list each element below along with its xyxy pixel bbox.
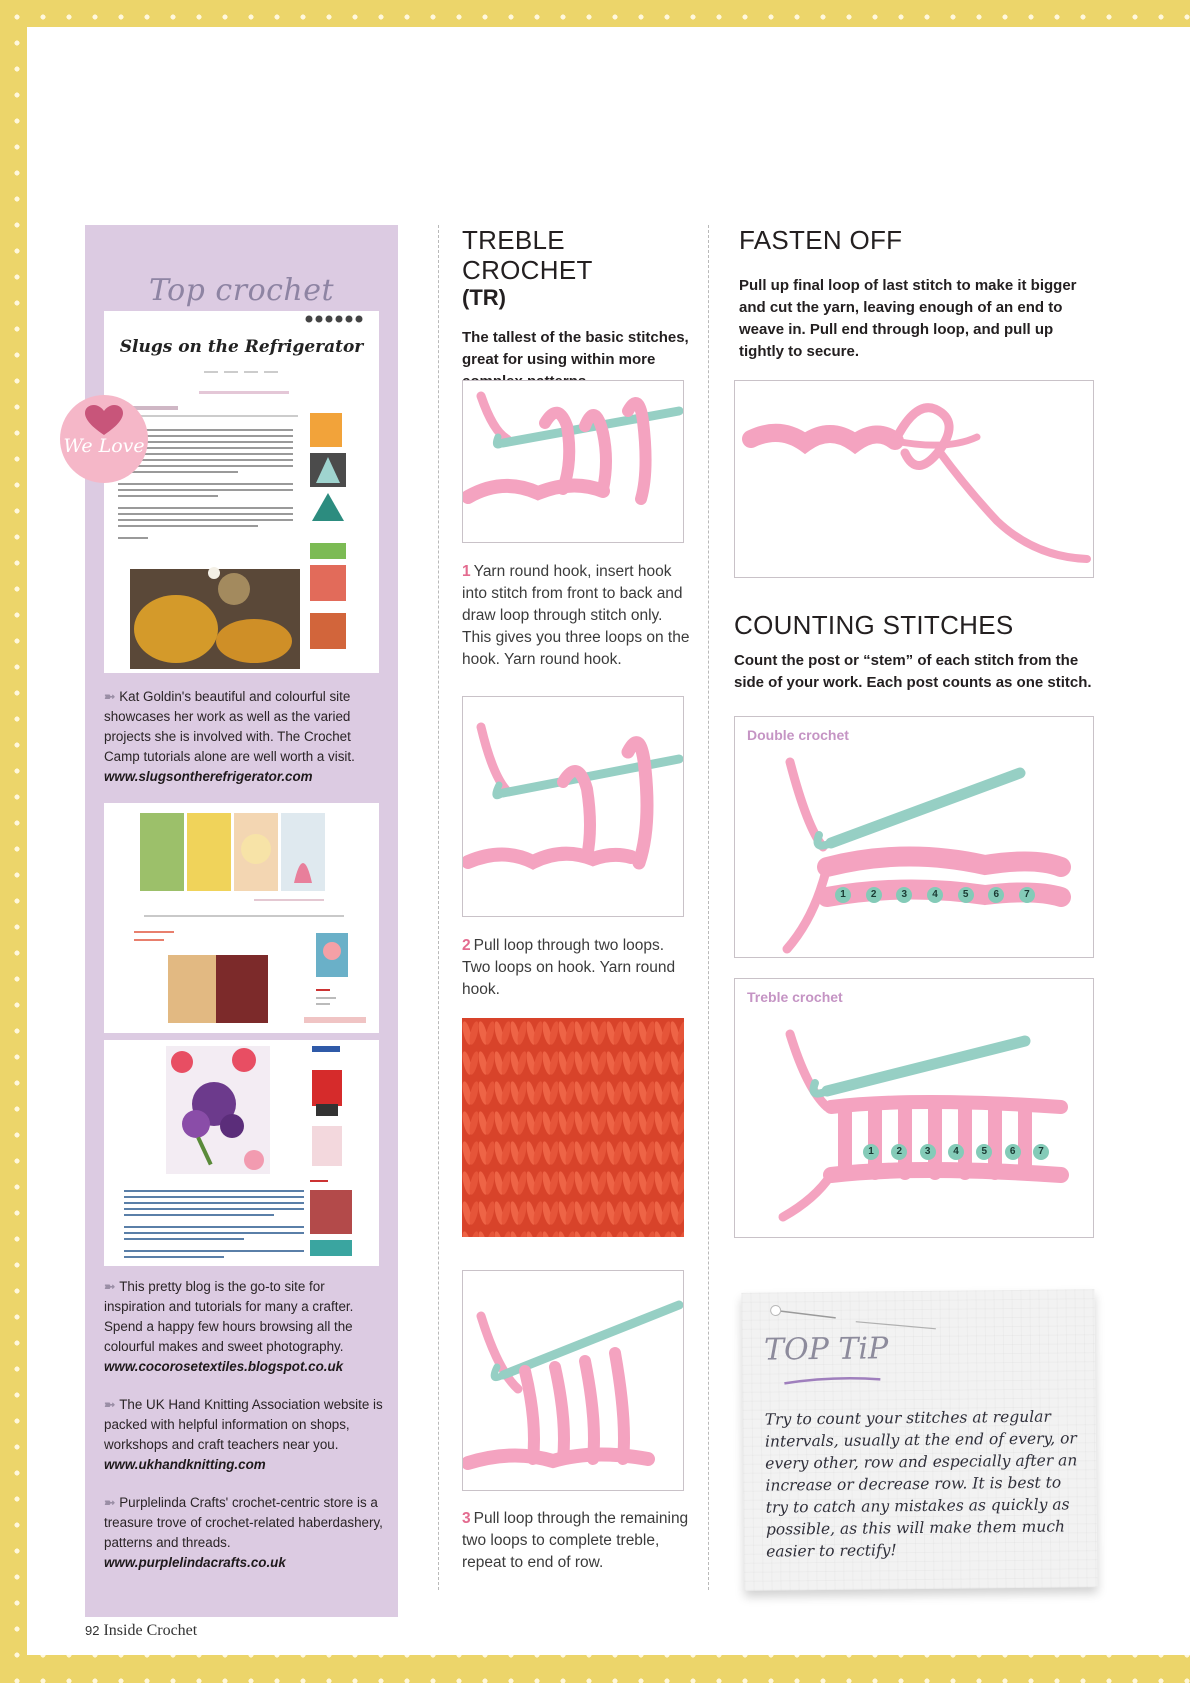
cocorose-site-graphic bbox=[104, 803, 379, 1033]
step-2-text: Pull loop through two loops. Two loops on hook. Yarn round hook. bbox=[462, 937, 676, 998]
sidebar-title: Top crochet bbox=[148, 273, 335, 308]
arrow-icon: ➼ bbox=[104, 1397, 116, 1412]
treble-step-2 bbox=[462, 935, 692, 1001]
top-tip-note bbox=[741, 1289, 1097, 1591]
site-4-url[interactable]: www.purplelindacrafts.co.uk bbox=[104, 1555, 286, 1570]
double-crochet-label: Double crochet bbox=[747, 727, 849, 743]
page-footer bbox=[85, 1622, 197, 1640]
step-2-number: 2 bbox=[462, 937, 471, 954]
we-love-text: We Love bbox=[63, 435, 145, 457]
tr-num-1: 1 bbox=[863, 1144, 879, 1160]
treble-abbr: (TR) bbox=[462, 285, 506, 310]
site-2-desc: This pretty blog is the go-to site for inspiration and tutorials for many a crafter. Spend a happy few hours browsing all the colourful makes and sweet photography. bbox=[104, 1279, 354, 1354]
dc-num-1: 1 bbox=[835, 887, 851, 903]
top-tip-text: Try to count your stitches at regular intervals, usually at the end of every, or every other, row and especially after an increase or decrease row. It is best to try to catch any mistakes as quickly as possible, as this will make them much easier to rectify! bbox=[764, 1407, 1078, 1561]
site-3-desc: The UK Hand Knitting Association website is packed with helpful information on shops, workshops and craft teachers near you. bbox=[104, 1397, 383, 1452]
counting-title: COUNTING STITCHES bbox=[734, 610, 1014, 640]
we-love-badge bbox=[60, 395, 148, 483]
step-3-text: Pull loop through the remaining two loops to complete treble, repeat to end of row. bbox=[462, 1510, 689, 1571]
treble-step-1-diagram bbox=[462, 380, 684, 543]
website-screenshot-slugs[interactable] bbox=[104, 311, 379, 673]
website-screenshot-cocorose[interactable] bbox=[104, 803, 379, 1033]
site-1-url[interactable]: www.slugsontherefrigerator.com bbox=[104, 769, 313, 784]
arrow-icon: ➼ bbox=[104, 1279, 116, 1294]
dc-stitch-numbers bbox=[835, 887, 1035, 903]
slugs-blog-title: Slugs on the Refrigerator bbox=[119, 337, 364, 357]
treble-step-3-diagram bbox=[462, 1270, 684, 1491]
tr-num-2: 2 bbox=[891, 1144, 907, 1160]
arrow-icon: ➼ bbox=[104, 689, 116, 704]
dc-num-7: 7 bbox=[1019, 887, 1035, 903]
site-4-desc: Purplelinda Crafts' crochet-centric store is a treasure trove of crochet-related haberdashery, patterns and threads. bbox=[104, 1495, 383, 1550]
treble-crochet-label: Treble crochet bbox=[747, 989, 843, 1005]
step-1-number: 1 bbox=[462, 563, 471, 580]
counting-section bbox=[734, 610, 1094, 694]
treble-crochet-illustration bbox=[735, 979, 1094, 1238]
dc-num-6: 6 bbox=[988, 887, 1004, 903]
dc-num-2: 2 bbox=[866, 887, 882, 903]
fasten-off-section bbox=[739, 225, 1089, 363]
site-3-description bbox=[104, 1395, 384, 1475]
treble-swatch-photo bbox=[462, 1018, 684, 1237]
column-divider-left bbox=[438, 225, 439, 1590]
double-crochet-illustration bbox=[735, 717, 1094, 958]
tr-num-3: 3 bbox=[920, 1144, 936, 1160]
dc-num-3: 3 bbox=[896, 887, 912, 903]
site-1-desc: Kat Goldin's beautiful and colourful site showcases her work as well as the varied projects she is involved with. The Crochet Camp tutorials alone are well worth a visit. bbox=[104, 689, 355, 764]
tr-num-4: 4 bbox=[948, 1144, 964, 1160]
counting-intro: Count the post or “stem” of each stitch from the side of your work. Each post counts as one stitch. bbox=[734, 652, 1092, 691]
website-screenshot-ukhk[interactable] bbox=[104, 1040, 379, 1266]
fasten-off-illustration bbox=[735, 381, 1094, 578]
site-4-description bbox=[104, 1493, 384, 1573]
site-1-description bbox=[104, 687, 384, 787]
pin-icon bbox=[766, 1297, 946, 1335]
arrow-icon: ➼ bbox=[104, 1495, 116, 1510]
treble-intro: The tallest of the basic stitches, great for using within more bbox=[462, 329, 689, 368]
tr-stitch-numbers bbox=[863, 1144, 1049, 1160]
site-2-description bbox=[104, 1277, 384, 1377]
step-3-illustration bbox=[463, 1271, 684, 1491]
treble-step-1 bbox=[462, 561, 692, 671]
treble-section bbox=[462, 225, 692, 393]
magazine-name: Inside Crochet bbox=[103, 1622, 198, 1639]
tr-num-7: 7 bbox=[1033, 1144, 1049, 1160]
step-1-text: Yarn round hook, insert hook into stitch from front to back and draw loop through stitch only. This gives you three loops on the hook. Yarn round hook. bbox=[462, 563, 690, 668]
double-crochet-diagram bbox=[734, 716, 1094, 958]
treble-title: TREBLE CROCHET bbox=[462, 225, 593, 285]
step-1-illustration bbox=[463, 381, 684, 543]
ukhk-site-graphic bbox=[104, 1040, 379, 1266]
site-2-url[interactable]: www.cocorosetextiles.blogspot.co.uk bbox=[104, 1359, 344, 1374]
column-divider-right bbox=[708, 225, 709, 1590]
top-tip-title: TOP TiP bbox=[763, 1331, 889, 1368]
red-swatch-image bbox=[462, 1018, 684, 1237]
websites-sidebar bbox=[63, 225, 398, 1617]
treble-crochet-diagram bbox=[734, 978, 1094, 1238]
site-3-url[interactable]: www.ukhandknitting.com bbox=[104, 1457, 266, 1472]
slugs-site-graphic bbox=[104, 311, 379, 673]
page-number: 92 bbox=[85, 1623, 100, 1638]
tr-num-5: 5 bbox=[976, 1144, 992, 1160]
step-2-illustration bbox=[463, 697, 684, 917]
fasten-off-intro: Pull up final loop of last stitch to make it bigger and cut the yarn, leaving enough of an end to weave in. Pull end through loop, and pull up tightly to secure. bbox=[739, 277, 1077, 360]
dc-num-5: 5 bbox=[958, 887, 974, 903]
tr-num-6: 6 bbox=[1005, 1144, 1021, 1160]
heart-icon bbox=[85, 405, 123, 437]
tip-underline bbox=[782, 1375, 882, 1386]
treble-step-2-diagram bbox=[462, 696, 684, 917]
treble-step-3 bbox=[462, 1508, 692, 1574]
dc-num-4: 4 bbox=[927, 887, 943, 903]
step-3-number: 3 bbox=[462, 1510, 471, 1527]
fasten-off-title: FASTEN OFF bbox=[739, 225, 903, 255]
fasten-off-diagram bbox=[734, 380, 1094, 578]
